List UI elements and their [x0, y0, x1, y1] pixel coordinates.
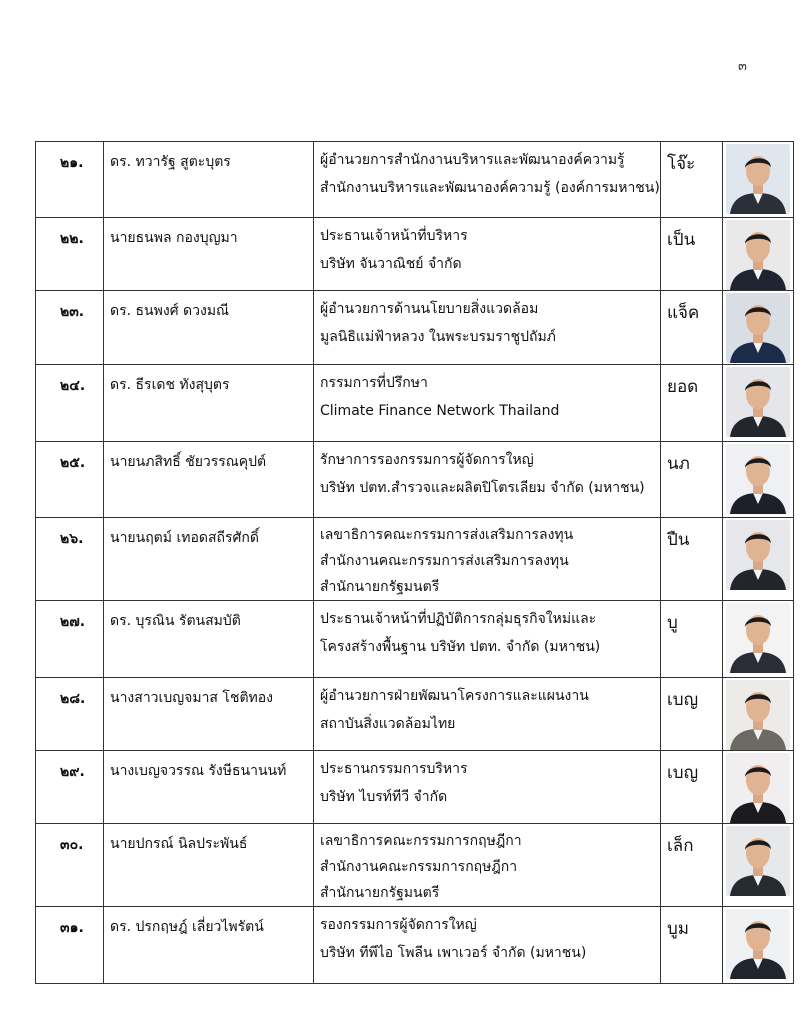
portrait-photo [726, 220, 790, 290]
person-silhouette-icon [726, 144, 790, 214]
position-line: สำนักงานคณะกรรมการกฤษฎีกา [320, 859, 518, 875]
portrait-photo [726, 293, 790, 363]
row-number: ๓๑. [60, 920, 84, 936]
row-number: ๒๕. [60, 455, 86, 471]
person-silhouette-icon [726, 826, 790, 896]
member-nickname: แจ็ค [667, 303, 700, 323]
members-table-body [36, 142, 794, 984]
nickname-cell [661, 518, 723, 601]
name-cell [104, 365, 314, 442]
photo-cell [723, 907, 794, 984]
nickname-cell [661, 751, 723, 824]
position-line: บริษัท ทีพีไอ โพลีน เพาเวอร์ จำกัด (มหาชน) [320, 945, 587, 961]
position-line: โครงสร้างพื้นฐาน บริษัท ปตท. จำกัด (มหาชน) [320, 639, 601, 655]
photo-cell [723, 518, 794, 601]
photo-cell [723, 751, 794, 824]
position-line: Climate Finance Network Thailand [320, 403, 560, 419]
person-silhouette-icon [726, 293, 790, 363]
portrait-photo [726, 520, 790, 590]
nickname-cell [661, 365, 723, 442]
member-nickname: โจ๊ะ [667, 154, 696, 174]
member-name: ดร. บุรณิน รัตนสมบัติ [110, 613, 241, 629]
table-row [36, 907, 794, 984]
member-nickname: เบญ [667, 763, 699, 783]
portrait-photo [726, 680, 790, 750]
portrait-photo [726, 144, 790, 214]
position-line: บริษัท ไบรท์ทีวี จำกัด [320, 789, 448, 805]
number-cell [36, 751, 104, 824]
table-row [36, 678, 794, 751]
row-number: ๒๓. [60, 304, 85, 320]
person-silhouette-icon [726, 220, 790, 290]
photo-cell [723, 442, 794, 518]
person-silhouette-icon [726, 680, 790, 750]
photo-cell [723, 824, 794, 907]
position-line: ประธานเจ้าหน้าที่ปฏิบัติการกลุ่มธุรกิจใหม่และ [320, 611, 597, 627]
photo-cell [723, 365, 794, 442]
member-name: นางเบญจวรรณ รังษีธนานนท์ [110, 763, 287, 779]
row-number: ๒๒. [60, 231, 84, 247]
position-line: เลขาธิการคณะกรรมการกฤษฎีกา [320, 833, 522, 849]
number-cell [36, 218, 104, 291]
name-cell [104, 142, 314, 218]
table-row [36, 518, 794, 601]
photo-cell [723, 601, 794, 678]
number-cell [36, 907, 104, 984]
table-row [36, 142, 794, 218]
member-nickname: เบญ [667, 690, 699, 710]
page-number: ๓ [738, 59, 747, 74]
member-name: ดร. ธีรเดช ทังสุบุตร [110, 377, 230, 393]
nickname-cell [661, 442, 723, 518]
member-name: นายปกรณ์ นิลประพันธ์ [110, 836, 248, 852]
name-cell [104, 824, 314, 907]
person-silhouette-icon [726, 444, 790, 514]
portrait-photo [726, 367, 790, 437]
row-number: ๒๘. [60, 691, 86, 707]
member-nickname: บู [667, 613, 678, 633]
name-cell [104, 218, 314, 291]
name-cell [104, 518, 314, 601]
person-silhouette-icon [726, 520, 790, 590]
member-name: ดร. ธนพงศ์ ดวงมณี [110, 303, 230, 319]
photo-cell [723, 142, 794, 218]
member-nickname: ปืน [667, 530, 690, 550]
position-line: ผู้อำนวยการสำนักงานบริหารและพัฒนาองค์ความรู้ [320, 152, 625, 168]
number-cell [36, 142, 104, 218]
position-line: กรรมการที่ปรึกษา [320, 375, 428, 391]
member-name: นางสาวเบญจมาส โชติทอง [110, 690, 274, 706]
members-table [35, 141, 794, 984]
position-line: สถาบันสิ่งแวดล้อมไทย [320, 716, 456, 732]
portrait-photo [726, 603, 790, 673]
name-cell [104, 907, 314, 984]
name-cell [104, 678, 314, 751]
portrait-photo [726, 909, 790, 979]
person-silhouette-icon [726, 753, 790, 823]
number-cell [36, 678, 104, 751]
position-line: ผู้อำนวยการฝ่ายพัฒนาโครงการและแผนงาน [320, 688, 589, 704]
member-name: นายธนพล กองบุญมา [110, 230, 238, 246]
person-silhouette-icon [726, 367, 790, 437]
photo-cell [723, 218, 794, 291]
name-cell [104, 751, 314, 824]
nickname-cell [661, 142, 723, 218]
portrait-photo [726, 826, 790, 896]
table-row [36, 601, 794, 678]
row-number: ๓๐. [60, 837, 84, 853]
table-row [36, 218, 794, 291]
position-line: สำนักนายกรัฐมนตรี [320, 579, 440, 595]
person-silhouette-icon [726, 909, 790, 979]
person-silhouette-icon [726, 603, 790, 673]
table-row [36, 291, 794, 365]
position-cell [314, 142, 661, 218]
position-line: สำนักงานคณะกรรมการส่งเสริมการลงทุน [320, 553, 569, 569]
row-number: ๒๗. [60, 614, 86, 630]
row-number: ๒๑. [60, 155, 84, 171]
photo-cell [723, 678, 794, 751]
row-number: ๒๔. [60, 378, 86, 394]
name-cell [104, 601, 314, 678]
position-cell [314, 824, 661, 907]
nickname-cell [661, 291, 723, 365]
position-line: บริษัท จันวาณิชย์ จำกัด [320, 256, 462, 272]
row-number: ๒๖. [60, 531, 84, 547]
name-cell [104, 442, 314, 518]
nickname-cell [661, 824, 723, 907]
number-cell [36, 824, 104, 907]
number-cell [36, 601, 104, 678]
position-line: รองกรรมการผู้จัดการใหญ่ [320, 917, 477, 933]
member-nickname: ยอด [667, 377, 699, 397]
member-name: ดร. ทวารัฐ สูตะบุตร [110, 154, 231, 170]
number-cell [36, 291, 104, 365]
position-cell [314, 442, 661, 518]
position-cell [314, 751, 661, 824]
position-cell [314, 678, 661, 751]
row-number: ๒๙. [60, 764, 85, 780]
photo-cell [723, 291, 794, 365]
portrait-photo [726, 444, 790, 514]
member-name: นายนภสิทธิ์ ชัยวรรณคุปต์ [110, 454, 267, 470]
position-cell [314, 291, 661, 365]
position-line: บริษัท ปตท.สำรวจและผลิตปิโตรเลียม จำกัด (มหาชน) [320, 480, 645, 496]
member-name: นายนฤตม์ เทอดสถีรศักดิ์ [110, 530, 259, 546]
member-nickname: บูม [667, 919, 689, 939]
table-row [36, 751, 794, 824]
nickname-cell [661, 218, 723, 291]
member-nickname: เล็ก [667, 836, 694, 856]
position-line: ผู้อำนวยการด้านนโยบายสิ่งแวดล้อม [320, 301, 539, 317]
table-row [36, 365, 794, 442]
member-nickname: นภ [667, 454, 690, 474]
number-cell [36, 365, 104, 442]
position-line: เลขาธิการคณะกรรมการส่งเสริมการลงทุน [320, 527, 574, 543]
position-line: ประธานเจ้าหน้าที่บริหาร [320, 228, 468, 244]
table-row [36, 442, 794, 518]
table-row [36, 824, 794, 907]
position-line: สำนักนายกรัฐมนตรี [320, 885, 440, 901]
nickname-cell [661, 678, 723, 751]
position-cell [314, 218, 661, 291]
position-line: สำนักงานบริหารและพัฒนาองค์ความรู้ (องค์การมหาชน) [320, 180, 660, 196]
position-line: มูลนิธิแม่ฟ้าหลวง ในพระบรมราชูปถัมภ์ [320, 329, 556, 345]
position-cell [314, 907, 661, 984]
position-cell [314, 518, 661, 601]
position-line: รักษาการรองกรรมการผู้จัดการใหญ่ [320, 452, 534, 468]
member-nickname: เป็น [667, 230, 696, 250]
position-line: ประธานกรรมการบริหาร [320, 761, 468, 777]
number-cell [36, 442, 104, 518]
portrait-photo [726, 753, 790, 823]
nickname-cell [661, 907, 723, 984]
member-name: ดร. ปรกฤษฎ์ เลี่ยวไพรัตน์ [110, 919, 264, 935]
nickname-cell [661, 601, 723, 678]
position-cell [314, 365, 661, 442]
name-cell [104, 291, 314, 365]
position-cell [314, 601, 661, 678]
number-cell [36, 518, 104, 601]
